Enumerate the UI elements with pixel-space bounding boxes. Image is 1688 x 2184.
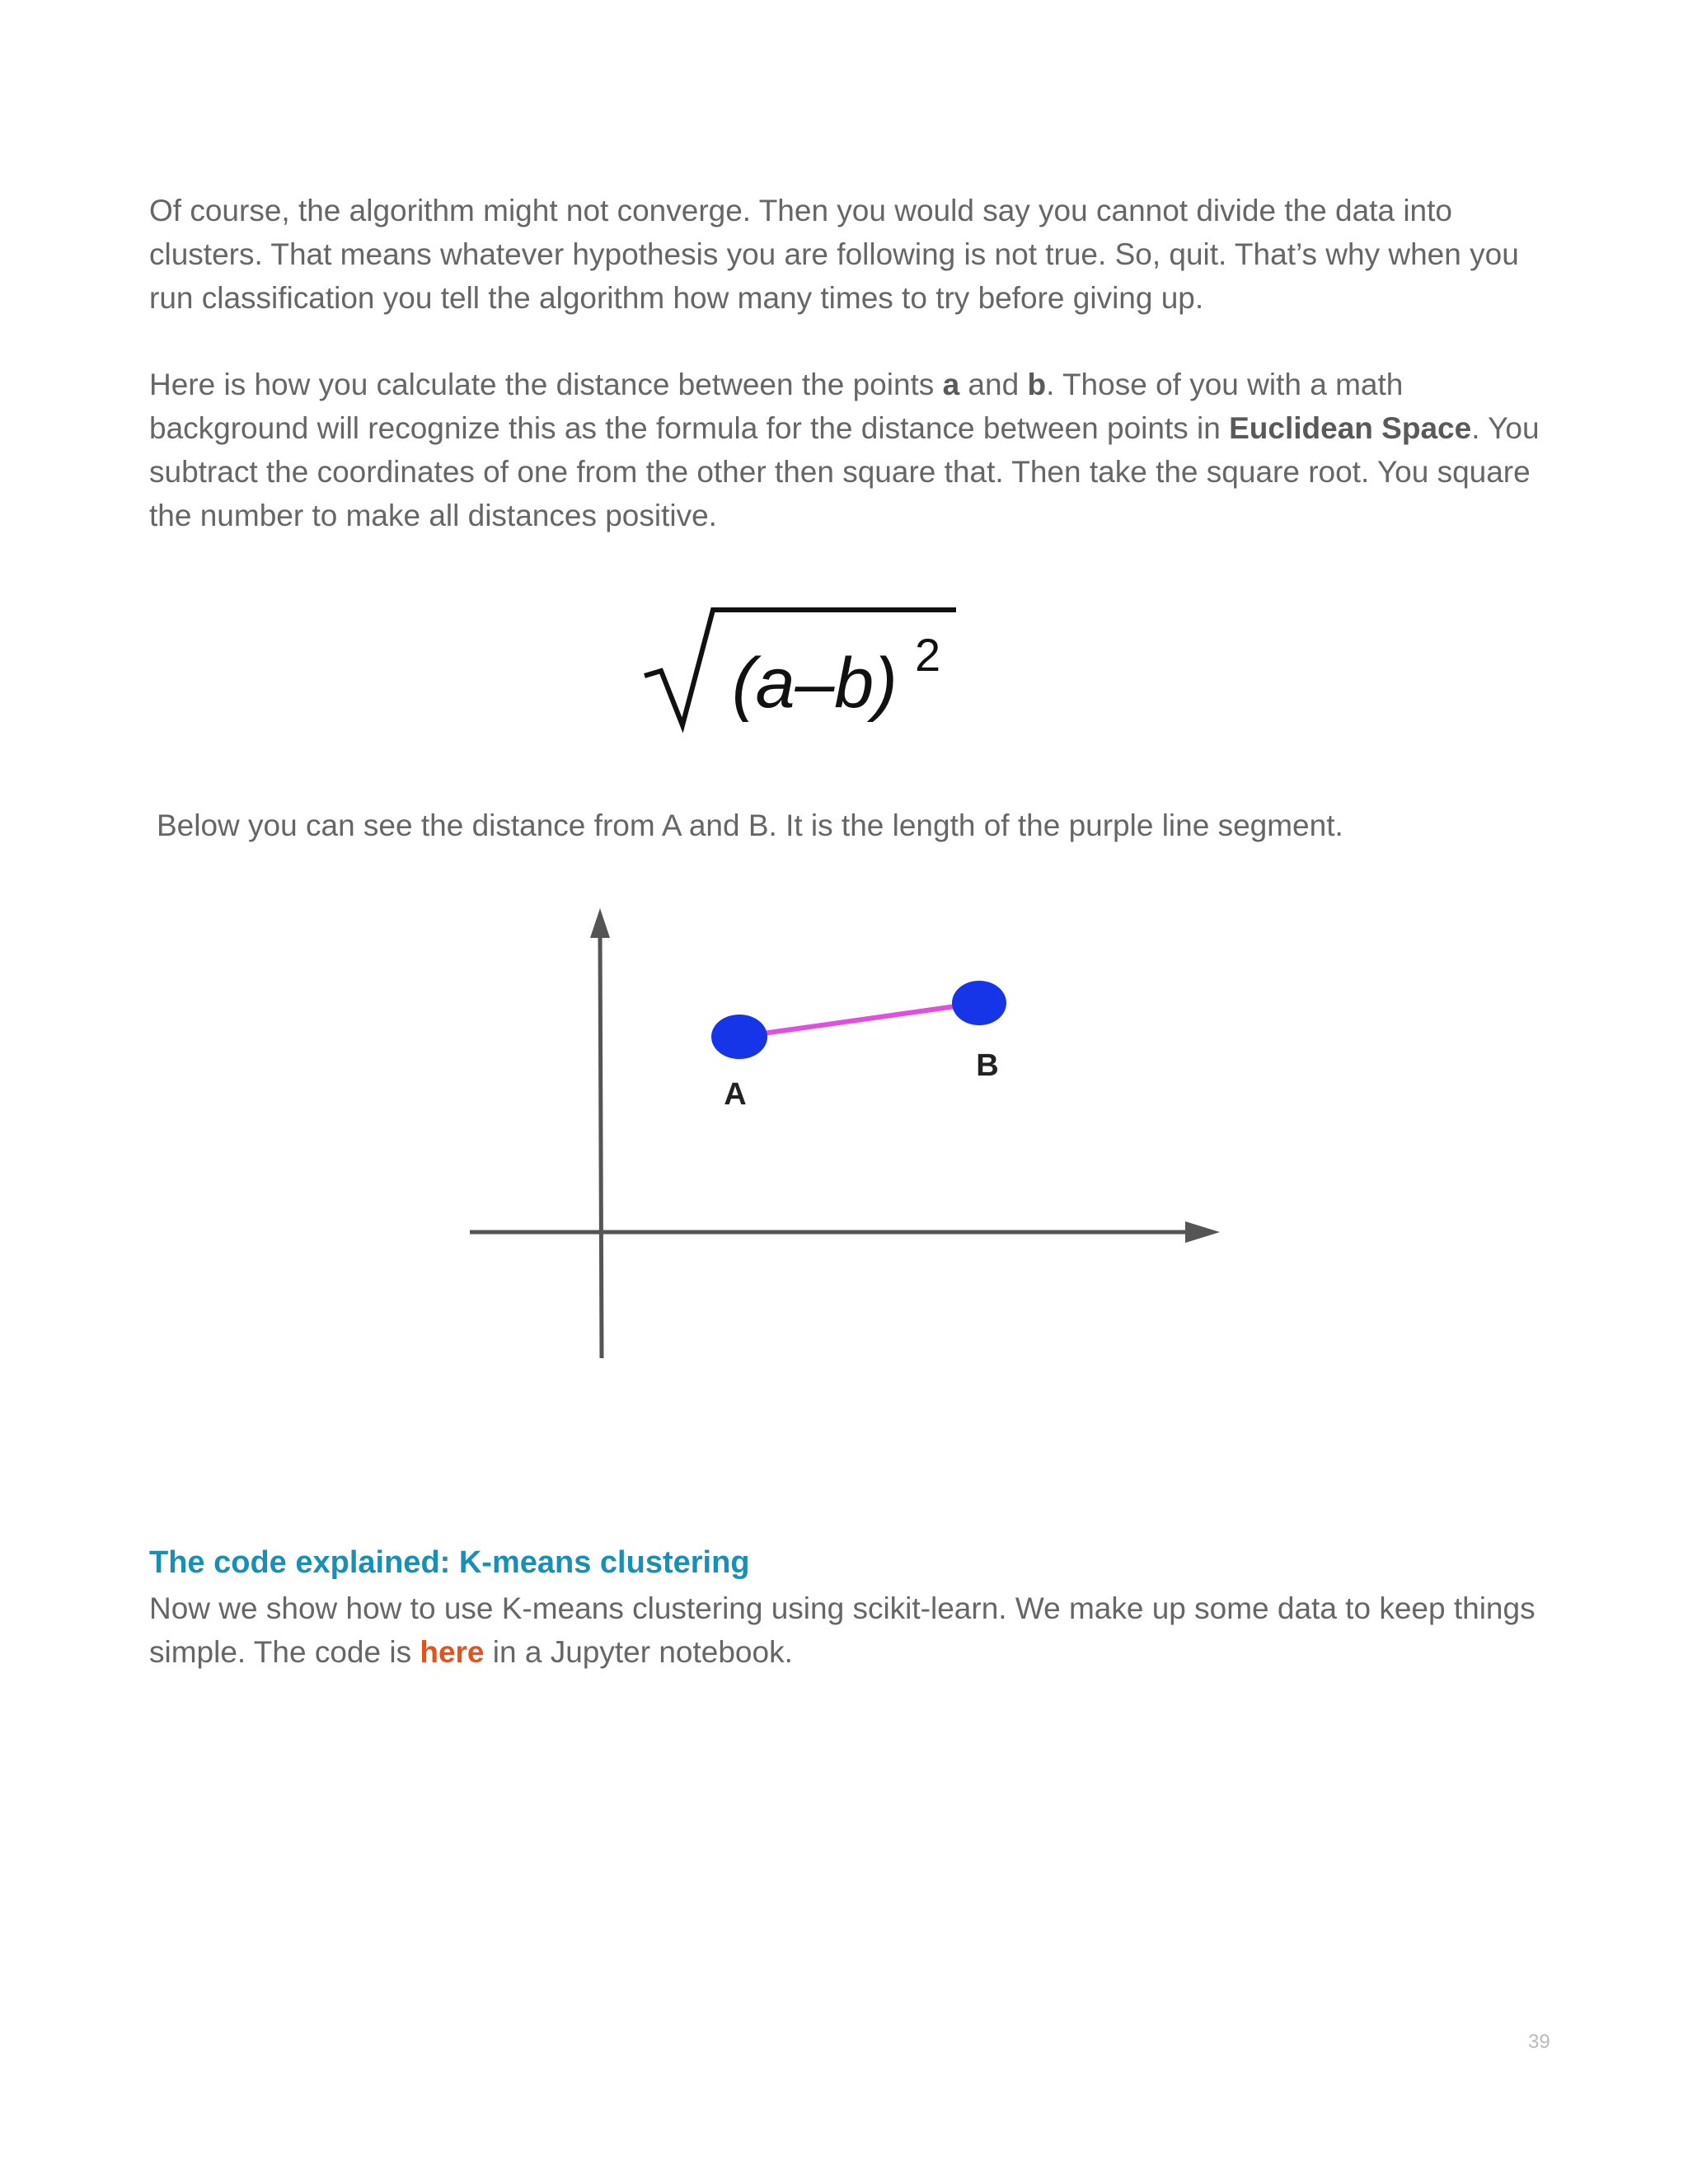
diagram-svg — [462, 898, 1236, 1376]
paragraph-diagram-caption: Below you can see the distance from A and B. It is the length of the purple line segment. — [157, 808, 1343, 842]
paragraph-convergence: Of course, the algorithm might not converge. Then you would say you cannot divide the data into clusters. That means whatever hypothesis you are following is not true. So, quit. That’s why when you run classification you tell the algorithm how many times to try before giving up. — [149, 194, 1519, 315]
text-span: . You subtract the coordinates of one from the other then square that. Then take the square root. You square the number to make all distances positive. — [149, 411, 1540, 532]
text-span: and — [959, 368, 1028, 401]
page-number: 39 — [1528, 2031, 1550, 2053]
text-span: in a Jupyter notebook. — [484, 1635, 793, 1669]
point-a-label: A — [724, 1077, 747, 1112]
point-a — [711, 1015, 767, 1059]
text-span: . Those of you with a math background will recognize this as the formula for the distance between points in — [149, 368, 1404, 445]
distance-segment — [739, 1003, 979, 1037]
formula-svg — [635, 602, 964, 742]
bold-term-b: b — [1027, 368, 1047, 401]
notebook-link[interactable]: here — [420, 1635, 485, 1669]
y-axis-arrow-icon — [590, 908, 610, 938]
section-heading: The code explained: K-means clustering — [149, 1545, 750, 1580]
x-axis-arrow-icon — [1185, 1221, 1220, 1243]
point-b-label: B — [976, 1048, 999, 1083]
distance-diagram — [462, 898, 1236, 1376]
y-axis — [600, 931, 602, 1358]
distance-formula — [635, 602, 964, 742]
point-b — [952, 981, 1006, 1025]
bold-term-a: a — [942, 368, 960, 401]
text-span: Now we show how to use K-means clustering using scikit-learn. We make up some data to keep things simple. The code is — [149, 1591, 1536, 1669]
formula-exponent: 2 — [915, 629, 941, 681]
bold-term-euclidean-space: Euclidean Space — [1229, 411, 1472, 445]
text-span: Here is how you calculate the distance between the points — [149, 368, 943, 401]
paragraph-distance-formula — [149, 363, 1559, 537]
formula-expression: (a–b) — [732, 644, 898, 723]
paragraph-code-intro — [149, 1586, 1559, 1674]
